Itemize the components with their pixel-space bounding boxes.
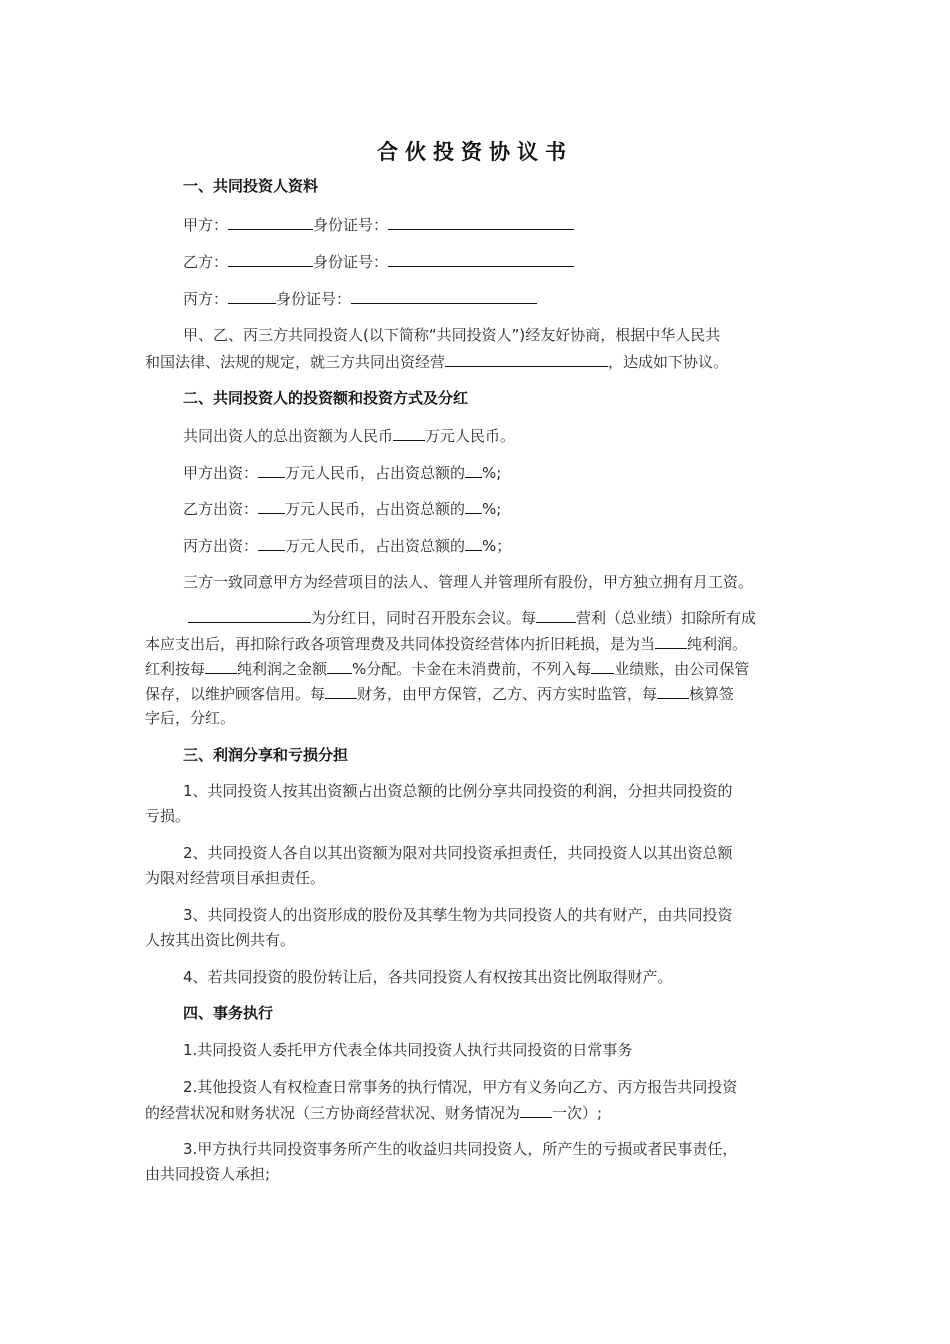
section-2-heading: 二、共同投资人的投资额和投资方式及分红 [183, 389, 469, 407]
party-b-line [183, 251, 574, 272]
party-c-name-blank [228, 288, 276, 304]
b-unit-text: 万元人民币，占出资总额的 [285, 500, 466, 518]
c-percent-blank [465, 535, 482, 551]
party-c-contribution [183, 535, 511, 556]
c-percent-sign: %； [482, 537, 512, 555]
dividend-line-5: 字后，分红。 [145, 709, 236, 727]
report-text-b: 一次）; [552, 1104, 603, 1122]
period-blank-2 [655, 633, 687, 649]
party-b-name-blank [228, 251, 313, 267]
dividend-text-1a: 为分红日，同时召开股东会议。每 [311, 609, 537, 627]
intro-text-b: ，达成如下协议。 [608, 353, 729, 371]
total-text-b: 万元人民币。 [425, 427, 516, 445]
total-amount-blank [393, 425, 425, 441]
total-investment-line [183, 425, 515, 446]
party-b-label: 乙方： [183, 253, 229, 271]
dividend-text-2b: 纯利润。 [687, 635, 748, 653]
period-blank-4 [591, 658, 614, 674]
dividend-line-1 [188, 607, 756, 628]
s3-item-3-line-1: 3、共同投资人的出资形成的股份及其孳生物为共同投资人的共有财产，由共同投资 [183, 906, 733, 924]
a-contribution-label: 甲方出资： [183, 464, 259, 482]
party-c-line [183, 288, 537, 309]
party-a-contribution [183, 462, 501, 483]
s3-item-1-line-1: 1、共同投资人按其出资额占出资总额的比例分享共同投资的利润，分担共同投资的 [183, 782, 733, 800]
dividend-text-4b: 财务，由甲方保管，乙方、丙方实时监管，每 [357, 685, 658, 703]
b-percent-blank [465, 498, 482, 514]
s4-item-2-line-2 [145, 1102, 602, 1123]
party-a-label: 甲方： [183, 216, 229, 234]
percent-blank-3 [327, 658, 352, 674]
party-a-id-label: 身份证号： [313, 216, 389, 234]
period-blank-5 [325, 683, 357, 699]
legal-person-clause: 三方一致同意甲方为经营项目的法人、管理人并管理所有股份，甲方独立拥有月工资。 [183, 573, 754, 591]
intro-line-2 [145, 351, 728, 372]
a-percent-blank [465, 462, 482, 478]
party-b-id-label: 身份证号： [313, 253, 389, 271]
party-a-name-blank [228, 214, 313, 230]
b-contribution-label: 乙方出资： [183, 500, 259, 518]
party-c-id-label: 身份证号： [276, 290, 352, 308]
section-3-heading: 三、利润分享和亏损分担 [183, 746, 349, 764]
s3-item-4: 4、若共同投资的股份转让后，各共同投资人有权按其出资比例取得财产。 [183, 968, 673, 986]
s3-item-2-line-1: 2、共同投资人各自以其出资额为限对共同投资承担责任，共同投资人以其出资总额 [183, 844, 733, 862]
dividend-text-1b: 营利（总业绩）扣除所有成 [576, 609, 757, 627]
section-1-heading: 一、共同投资人资料 [183, 177, 319, 195]
s4-item-3-line-2: 由共同投资人承担; [145, 1165, 271, 1183]
dividend-day-blank [188, 607, 311, 623]
intro-line-1: 甲、乙、丙三方共同投资人(以下简称“共同投资人”)经友好协商，根据中华人民共 [183, 326, 721, 344]
party-a-id-blank [388, 214, 574, 230]
dividend-text-3d: 业绩账，由公司保管 [614, 660, 750, 678]
s4-item-3-line-1: 3.甲方执行共同投资事务所产生的收益归共同投资人，所产生的亏损或者民事责任， [183, 1140, 738, 1158]
intro-text-a: 和国法律、法规的规定，就三方共同出资经营 [145, 353, 446, 371]
dividend-line-4 [145, 683, 734, 704]
c-amount-blank [258, 535, 285, 551]
period-blank-1 [536, 607, 576, 623]
page-title: 合伙投资协议书 [377, 140, 573, 164]
dividend-text-3c: %分配。卡金在未消费前，不列入每 [352, 660, 592, 678]
period-blank-6 [657, 683, 689, 699]
dividend-text-2a: 本应支出后，再扣除行政各项管理费及共同体投资经营体内折旧耗损，是为当 [145, 635, 656, 653]
report-text-a: 的经营状况和财务状况（三方协商经营状况、财务情况为 [145, 1104, 521, 1122]
total-text-a: 共同出资人的总出资额为人民币 [183, 427, 394, 445]
dividend-text-4a: 保存，以维护顾客信用。每 [145, 685, 326, 703]
report-period-blank [520, 1102, 552, 1118]
dividend-line-3 [145, 658, 749, 679]
b-percent-sign: %; [482, 500, 502, 518]
s4-item-1: 1.共同投资人委托甲方代表全体共同投资人执行共同投资的日常事务 [183, 1041, 633, 1059]
c-unit-text: 万元人民币，占出资总额的 [285, 537, 466, 555]
s4-item-2-line-1: 2.其他投资人有权检查日常事务的执行情况，甲方有义务向乙方、丙方报告共同投资 [183, 1078, 738, 1096]
a-percent-sign: %; [482, 464, 502, 482]
b-amount-blank [258, 498, 285, 514]
dividend-text-3b: 纯利润之金额 [237, 660, 328, 678]
party-a-line [183, 214, 574, 235]
s3-item-3-line-2: 人按其出资比例共有。 [145, 931, 296, 949]
dividend-text-3a: 红利按每 [145, 660, 206, 678]
party-b-contribution [183, 498, 501, 519]
party-b-id-blank [388, 251, 574, 267]
a-unit-text: 万元人民币，占出资总额的 [285, 464, 466, 482]
party-c-id-blank [351, 288, 537, 304]
section-4-heading: 四、事务执行 [183, 1004, 274, 1022]
dividend-text-4c: 核算签 [689, 685, 735, 703]
party-c-label: 丙方： [183, 290, 229, 308]
s3-item-1-line-2: 亏损。 [145, 807, 191, 825]
c-contribution-label: 丙方出资： [183, 537, 259, 555]
dividend-line-2 [145, 633, 747, 654]
business-blank [445, 351, 608, 367]
period-blank-3 [205, 658, 237, 674]
s3-item-2-line-2: 为限对经营项目承担责任。 [145, 869, 326, 887]
a-amount-blank [258, 462, 285, 478]
